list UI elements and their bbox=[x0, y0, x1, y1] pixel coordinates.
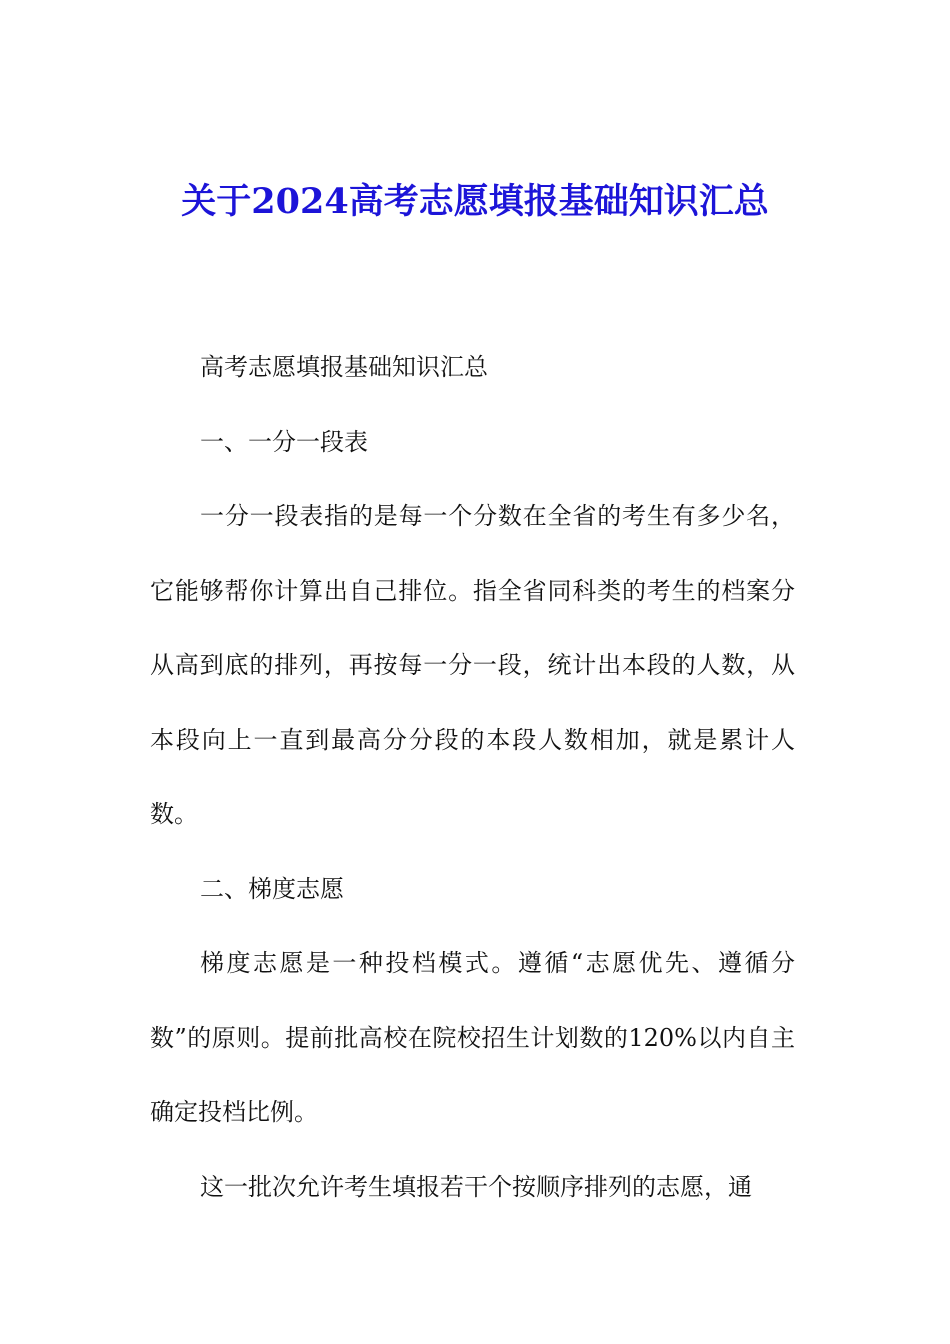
paragraph-batch-description: 这一批次允许考生填报若干个按顺序排列的志愿，通 bbox=[200, 1172, 752, 1201]
document-body bbox=[150, 330, 795, 1224]
paragraph-gradient-choice-description: 梯度志愿是一种投档模式。遵循“志愿优先、遵循分数”的原则。提前批高校在院校招生计划数的120%以内自主确定投档比例。 bbox=[150, 949, 795, 1126]
section-heading-gradient-choice: 二、梯度志愿 bbox=[200, 874, 344, 903]
section-heading-one-score-table: 一、一分一段表 bbox=[200, 427, 368, 456]
paragraph-score-table-description: 一分一段表指的是每一个分数在全省的考生有多少名，它能够帮你计算出自己排位。指全省同科类的考生的档案分从高到底的排列，再按每一分一段，统计出本段的人数，从本段向上一直到最高分分段的本段人数相加，就是累计人数。 bbox=[150, 502, 795, 828]
paragraph-heading: 高考志愿填报基础知识汇总 bbox=[200, 353, 488, 381]
document-title: 关于2024高考志愿填报基础知识汇总 bbox=[181, 181, 769, 222]
